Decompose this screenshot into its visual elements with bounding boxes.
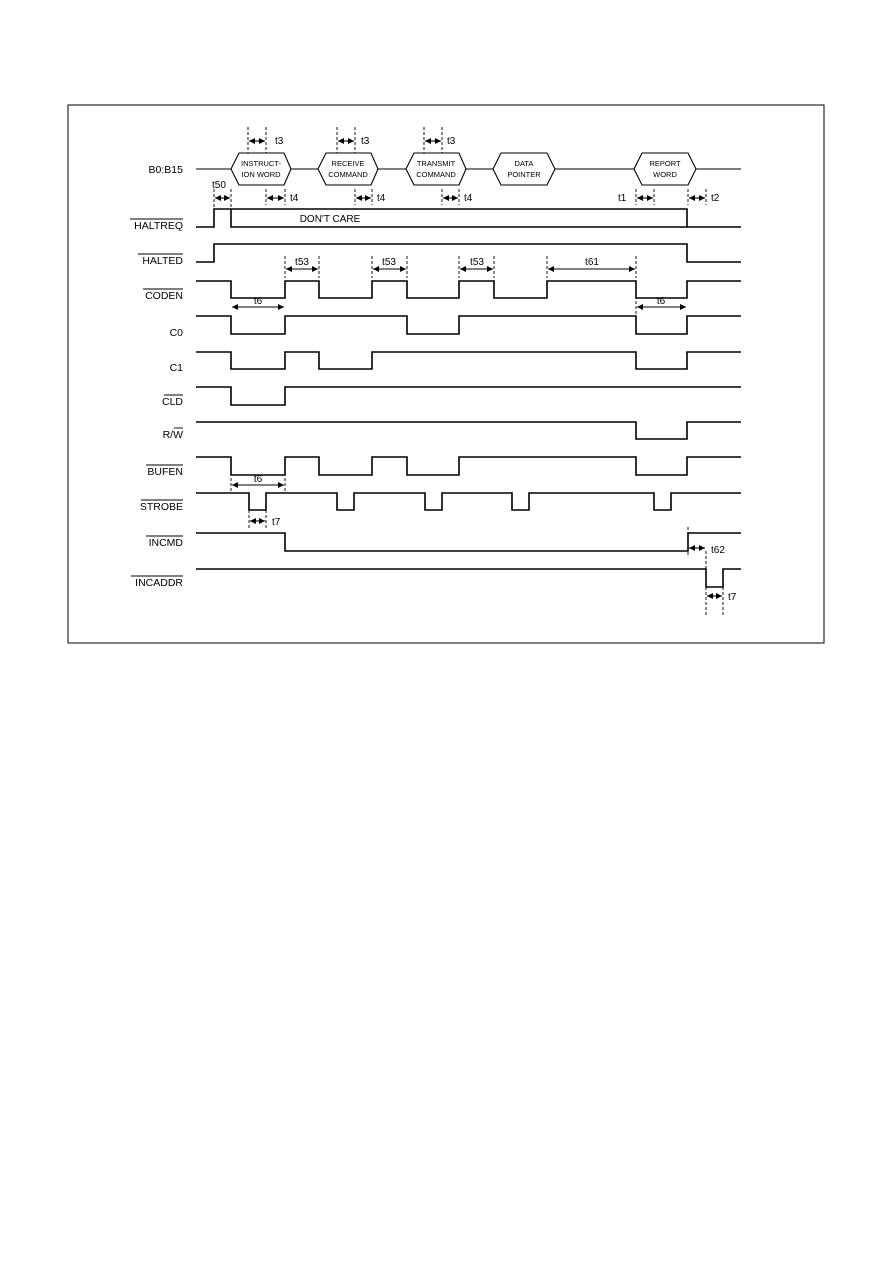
waveform-c1	[196, 352, 741, 369]
signal-label-incaddr: INCADDR	[135, 577, 183, 589]
bus-word-data-pointer-line1: DATA	[514, 159, 534, 168]
bus-word-transmit-line2: COMMAND	[416, 170, 456, 179]
diagram-frame	[68, 105, 824, 643]
timing-label-t50: t50	[212, 180, 226, 191]
timing-label-t53-third: t53	[470, 257, 484, 268]
signal-label-haltreq: HALTREQ	[134, 220, 183, 232]
bus-word-report-line1: REPORT	[649, 159, 681, 168]
timing-label-t6-bufen: t6	[253, 474, 263, 485]
bus-word-instruction-line2: ION WORD	[241, 170, 281, 179]
signal-label-cld: CLD	[161, 396, 183, 408]
bus-b0b15	[196, 153, 741, 185]
signal-label-c1: C1	[169, 362, 183, 374]
waveform-incaddr	[196, 569, 741, 587]
timing-label-t7-strobe: t7	[272, 517, 281, 528]
bus-word-instruction	[231, 153, 291, 185]
bus-word-instruction-line1: INSTRUCT-	[241, 159, 281, 168]
bus-word-data-pointer	[493, 153, 555, 185]
bus-word-transmit-line1: TRANSMIT	[416, 159, 456, 168]
timing-label-t4-receive: t4	[377, 193, 386, 204]
bus-word-receive-line1: RECEIVE	[331, 159, 365, 168]
bus-word-report	[634, 153, 696, 185]
timing-label-t3-instruction: t3	[275, 136, 284, 147]
bus-word-data-pointer-line2: POINTER	[507, 170, 541, 179]
timing-label-t4-instruction: t4	[290, 193, 299, 204]
timing-label-t6-coden-first: t6	[253, 296, 263, 307]
signal-label-incmd: INCMD	[148, 537, 183, 549]
signal-label-bufen: BUFEN	[147, 466, 183, 478]
waveform-haltreq	[196, 209, 687, 227]
waveform-rw	[196, 422, 741, 439]
signal-label-halted: HALTED	[142, 255, 183, 267]
timing-label-t53-second: t53	[382, 257, 396, 268]
waveform-c0	[196, 316, 741, 334]
timing-label-t62: t62	[711, 545, 725, 556]
timing-label-t61: t61	[585, 257, 599, 268]
timing-label-t3-transmit: t3	[447, 136, 456, 147]
waveform-strobe	[196, 493, 741, 510]
dont-care-label: DON'T CARE	[299, 214, 361, 225]
signal-label-b0b15: B0:B15	[148, 164, 183, 176]
timing-label-t1: t1	[618, 193, 627, 204]
timing-label-t7-incaddr: t7	[728, 592, 737, 603]
timing-label-t2: t2	[711, 193, 720, 204]
timing-label-t6-coden-second: t6	[656, 296, 666, 307]
bus-word-receive	[318, 153, 378, 185]
signal-label-coden: CODEN	[145, 290, 183, 302]
timing-label-t53-first: t53	[295, 257, 309, 268]
waveform-cld	[196, 387, 741, 405]
timing-label-t3-receive: t3	[361, 136, 370, 147]
waveform-incmd	[196, 533, 741, 551]
signal-label-rw: R/W	[162, 429, 183, 441]
bus-word-transmit	[406, 153, 466, 185]
signal-label-strobe: STROBE	[139, 501, 183, 513]
timing-label-t4-transmit: t4	[464, 193, 473, 204]
bus-word-receive-line2: COMMAND	[328, 170, 368, 179]
waveform-bufen	[196, 457, 741, 475]
signal-label-c0: C0	[169, 327, 183, 339]
waveform-halted	[196, 244, 741, 262]
bus-word-report-line2: WORD	[653, 170, 677, 179]
